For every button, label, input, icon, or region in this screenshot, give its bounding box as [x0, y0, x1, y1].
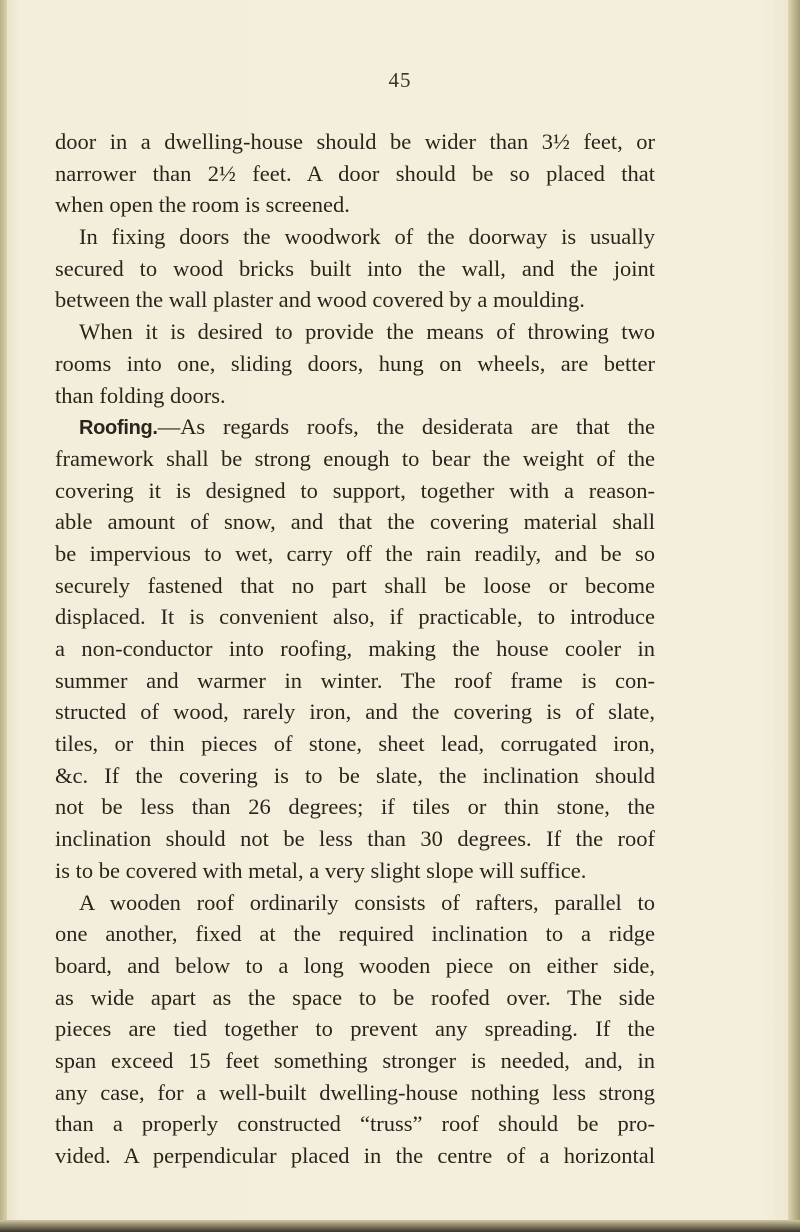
text-line [55, 1077, 655, 1109]
line-text: span exceed 15 feet something stronger is needed, and, in [55, 1047, 655, 1073]
line-text: board, and below to a long wooden piece on either side, [55, 952, 655, 978]
line-text: In fixing doors the woodwork of the doorway is usually [79, 224, 655, 250]
page-number: 45 [388, 68, 412, 92]
text-line [55, 1108, 655, 1140]
text-line [55, 1013, 655, 1045]
line-text: secured to wood bricks built into the wall, and the joint [55, 255, 655, 281]
section-heading: Roofing. [79, 417, 158, 440]
line-text: than a properly constructed “truss” roof should be pro- [55, 1111, 655, 1137]
line-text: as wide apart as the space to be roofed over. The side [55, 984, 655, 1010]
text-line [55, 855, 655, 887]
line-text: framework shall be strong enough to bear the weight of the [55, 445, 655, 471]
text-line [55, 538, 655, 570]
text-line [55, 158, 655, 190]
line-text: one another, fixed at the required inclination to a ridge [55, 921, 655, 947]
line-text: narrower than 2½ feet. A door should be so placed that [55, 160, 655, 186]
text-line [55, 918, 655, 950]
text-line [55, 284, 655, 316]
page-right-edge [788, 0, 800, 1232]
line-text: securely fastened that no part shall be loose or become [55, 572, 655, 598]
text-line [55, 665, 655, 697]
line-text: rooms into one, sliding doors, hung on wheels, are better [55, 350, 655, 376]
text-line [55, 696, 655, 728]
text-line [55, 887, 655, 919]
text-line [55, 443, 655, 475]
line-text: inclination should not be less than 30 degrees. If the roof [55, 826, 655, 852]
body-text [55, 126, 655, 1172]
text-line [55, 506, 655, 538]
line-text: any case, for a well-built dwelling-house nothing less strong [55, 1079, 655, 1105]
line-text: not be less than 26 degrees; if tiles or thin stone, the [55, 794, 655, 820]
line-text: structed of wood, rarely iron, and the covering is of slate, [55, 699, 655, 725]
line-text: door in a dwelling-house should be wider than 3½ feet, or [55, 129, 655, 154]
line-text: When it is desired to provide the means of throwing two [79, 319, 655, 345]
text-line [55, 1045, 655, 1077]
text-line [55, 982, 655, 1014]
line-text: than folding doors. [55, 382, 226, 408]
text-line [55, 380, 655, 412]
page-left-edge [0, 0, 7, 1232]
text-line [55, 601, 655, 633]
line-text: vided. A perpendicular placed in the centre of a horizontal [55, 1143, 655, 1168]
text-line [55, 760, 655, 792]
text-line [55, 1140, 655, 1172]
line-text: displaced. It is convenient also, if practicable, to introduce [55, 604, 655, 630]
line-text: &c. If the covering is to be slate, the inclination should [55, 762, 655, 788]
text-line [55, 316, 655, 348]
line-text: between the wall plaster and wood covered by a moulding. [55, 287, 585, 313]
line-text: when open the room is screened. [55, 192, 350, 218]
text-line [55, 126, 655, 158]
line-text: be impervious to wet, carry off the rain readily, and be so [55, 540, 655, 566]
line-text: summer and warmer in winter. The roof frame is con- [55, 667, 655, 693]
text-line [55, 570, 655, 602]
line-text: pieces are tied together to prevent any spreading. If the [55, 1016, 655, 1042]
line-text: a non-conductor into roofing, making the house cooler in [55, 636, 655, 661]
line-text: is to be covered with metal, a very slight slope will suffice. [55, 857, 587, 883]
line-text: A wooden roof ordinarily consists of rafters, parallel to [79, 889, 655, 915]
line-text: —As regards roofs, the desiderata are that the [157, 414, 655, 440]
text-line [55, 411, 655, 443]
text-line [55, 633, 655, 665]
page-bottom-edge [0, 1220, 800, 1232]
line-text: covering it is designed to support, together with a reason- [55, 477, 655, 503]
text-line [55, 950, 655, 982]
text-line [55, 348, 655, 380]
text-line [55, 253, 655, 285]
line-text: tiles, or thin pieces of stone, sheet lead, corrugated iron, [55, 731, 655, 757]
text-line [55, 728, 655, 760]
text-line [55, 791, 655, 823]
text-line [55, 189, 655, 221]
text-line [55, 823, 655, 855]
line-text: able amount of snow, and that the covering material shall [55, 509, 655, 535]
text-line [55, 475, 655, 507]
text-line [55, 221, 655, 253]
